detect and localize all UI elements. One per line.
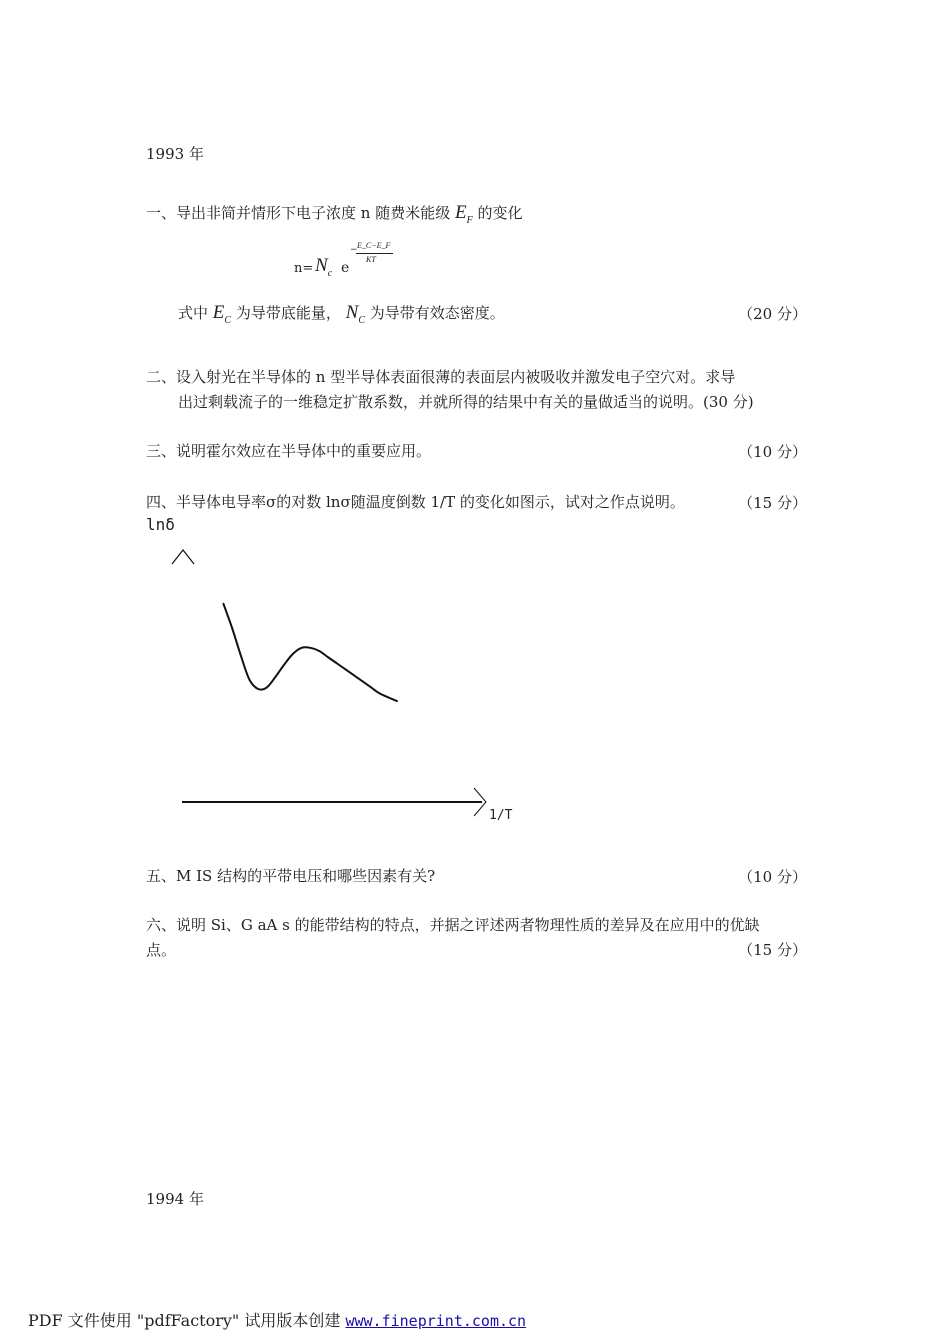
q5-points: （10 分） [738, 868, 807, 886]
data-point-17 [370, 687, 372, 689]
data-point-1 [231, 627, 233, 629]
data-point-3 [249, 679, 251, 681]
data-point-9 [301, 647, 303, 649]
data-point-18 [379, 693, 381, 695]
data-point-0 [223, 603, 225, 605]
footer-text: PDF 文件使用 "pdfFactory" 试用版本创建 [28, 1311, 341, 1330]
q1-points: （20 分） [738, 305, 807, 323]
data-point-7 [283, 664, 285, 666]
data-point-5 [266, 687, 268, 689]
formula-numerator: E_C−E_F [357, 241, 391, 250]
question-5: 五、M IS 结构的平带电压和哪些因素有关? [146, 867, 436, 885]
question-2-line2: 出过剩载流子的一维稳定扩散系数，并就所得的结果中有关的量做适当的说明。(30 分) [178, 393, 754, 411]
data-point-14 [344, 668, 346, 670]
y-axis-arrowhead [172, 550, 194, 564]
q6-points: （15 分） [738, 941, 807, 959]
formula-nc: $N_c$ [315, 255, 333, 279]
formula-lhs: n= [294, 261, 314, 276]
data-point-4 [257, 688, 259, 690]
conductivity-chart [160, 540, 560, 840]
chart-y-axis-label: lnδ [146, 515, 175, 534]
q1-text-suffix: 的变化 [477, 204, 523, 222]
data-point-13 [336, 662, 338, 664]
year-heading-1994: 1994 年 [146, 1190, 204, 1208]
q3-points: （10 分） [738, 443, 807, 461]
formula-minus: − [350, 245, 358, 255]
footer-link[interactable]: www.fineprint.com.cn [345, 1312, 527, 1330]
data-point-12 [327, 656, 329, 658]
nc-symbol: $N_C$ [345, 302, 366, 326]
data-point-6 [275, 676, 277, 678]
formula-fraction-bar [356, 253, 393, 254]
question-3: 三、说明霍尔效应在半导体中的重要应用。 [146, 442, 432, 460]
ec-symbol: $E_C$ [212, 302, 232, 326]
data-point-2 [240, 655, 242, 657]
data-point-15 [353, 674, 355, 676]
q1-note: 式中 $E_C$ 为导带底能量， $N_C$ 为导带有效态密度。 [178, 302, 505, 326]
data-point-19 [396, 700, 398, 702]
q1-text: 一、导出非简并情形下电子浓度 n 随费米能级 [146, 204, 451, 222]
question-6-line1: 六、说明 Si、G aA s 的能带结构的特点，并据之评述两者物理性质的差异及在应用中的优缺 [146, 916, 760, 934]
formula-denominator: KT [366, 255, 376, 264]
question-6-line2: 点。 [146, 941, 177, 959]
data-point-10 [310, 647, 312, 649]
chart-x-axis-label: 1/T [489, 808, 513, 823]
q4-points: （15 分） [738, 494, 807, 512]
pdf-footer [28, 1308, 526, 1331]
data-point-8 [292, 653, 294, 655]
ln-sigma-curve [223, 604, 397, 702]
q1-ef-symbol: $E_F$ [454, 202, 473, 226]
formula-e: e [341, 260, 350, 276]
question-1-line [146, 202, 523, 226]
data-point-11 [318, 650, 320, 652]
question-2-line1: 二、设入射光在半导体的 n 型半导体表面很薄的表面层内被吸收并激发电子空穴对。求导 [146, 368, 736, 386]
data-point-16 [362, 681, 364, 683]
question-4: 四、半导体电导率σ的对数 lnσ随温度倒数 1/T 的变化如图示，试对之作点说明。 [146, 493, 685, 511]
year-heading-1993: 1993 年 [146, 145, 204, 163]
